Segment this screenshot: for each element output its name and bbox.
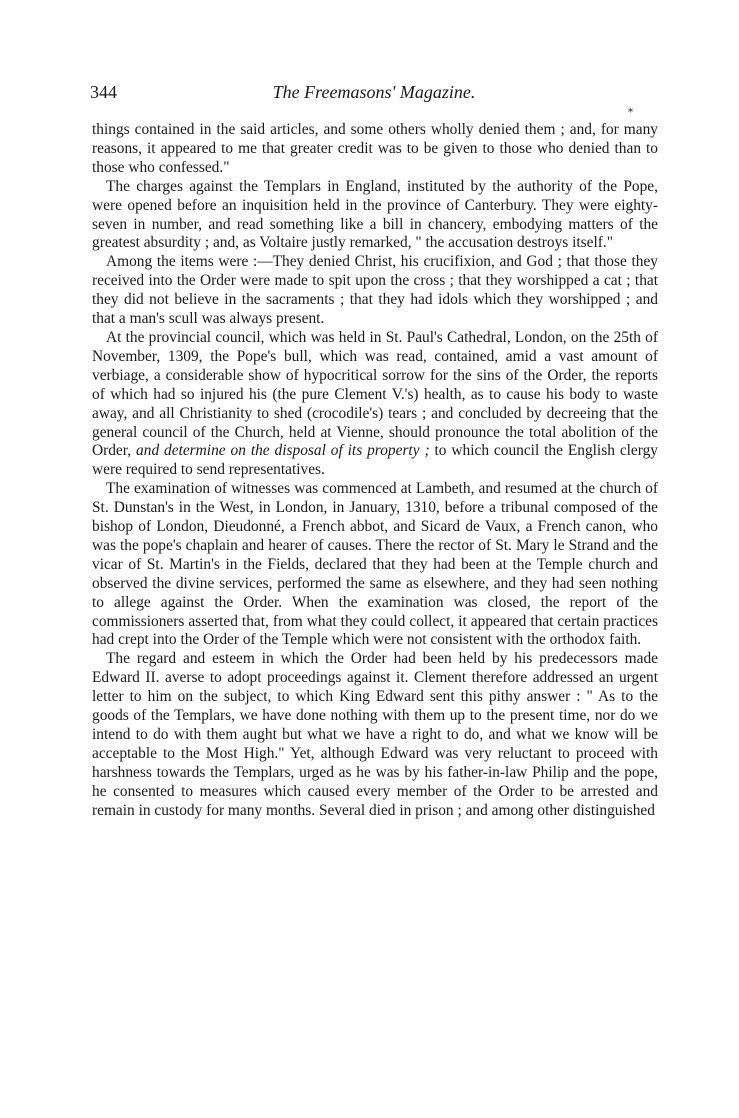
paragraph-4 — [92, 329, 658, 480]
paragraph-5: The examination of witnesses was commenced at Lambeth, and resumed at the church of St. Dunstan's in the West, in London, in January, 1310, before a tribunal composed of the bishop of London, Dieudonné, a French abbot, and Sicard de Vaux, a French canon, who was the pope's chaplain and hearer of causes. There the rector of St. Mary le Strand and the vicar of St. Martin's in the Fields, declared that they had been at the Temple church and observed the divine services, performed the same as elsewhere, and they had seen nothing to allege against the Order. When the examination was closed, the report of the commissioners asserted that, from what they could collect, it appeared that certain practices had crept into the Order of the Temple which were not consistent with the orthodox faith. — [92, 480, 658, 649]
running-title: The Freemasons' Magazine. — [272, 82, 476, 102]
paragraph-3: Among the items were :—They denied Christ, his crucifixion, and God ; that those they received into the Order were made to spit upon the cross ; that they worshipped a cat ; that they did not believe in the sacraments ; that they had idols which they worshipped ; and that a man's scull was always present. — [92, 253, 658, 328]
page-number: 344 — [90, 82, 117, 102]
paragraph-1: things contained in the said articles, and some others wholly denied them ; and, for many reasons, it appeared to me that greater credit was to be given to those who denied than to those who confessed." — [92, 121, 658, 176]
page-header — [90, 82, 658, 108]
paragraph-4-italic-text: and determine on the disposal of its property ; — [136, 442, 430, 460]
paragraph-4-text-after: to which council the English clergy were required to send representatives. — [92, 442, 658, 479]
paragraph-2: The charges against the Templars in England, instituted by the authority of the Pope, were opened before an inquisition held in the province of Canterbury. They were eighty-seven in number, and read something like a bill in chancery, embodying matters of the greatest absurdity ; and, as Voltaire justly remarked, " the accusation destroys itself." — [92, 177, 658, 252]
paragraph-4-text-before: At the provincial council, which was held in St. Paul's Cathedral, London, on the 25th of November, 1309, the Pope's bull, which was read, contained, amid a vast amount of verbiage, a considerable show of hypocritical sorrow for the sins of the Order, the reports of which had so injured his (the pure Clement V.'s) health, as to cause his body to waste away, and all Christianity to shed (crocodile's) tears ; and concluded by decreeing that the general council of the Church, held at Vienne, should pronounce the total abolition of the Order, — [92, 328, 658, 460]
print-mark: ⁎ — [628, 104, 633, 115]
body-text — [92, 121, 658, 821]
paragraph-6: The regard and esteem in which the Order had been held by his predecessors made Edward II. averse to adopt proceedings against it. Clement therefore addressed an urgent letter to him on the subject, to which King Edward sent this pithy answer : " As to the goods of the Templars, we have done nothing with them up to the present time, nor do we intend to do with them aught but what we have a right to do, and what we know will be acceptable to the Most High." Yet, although Edward was very reluctant to proceed with harshness towards the Templars, urged as he was by his father-in-law Philip and the pope, he consented to measures which caused every member of the Order to be arrested and remain in custody for many months. Several died in prison ; and among other distinguished — [92, 650, 658, 819]
